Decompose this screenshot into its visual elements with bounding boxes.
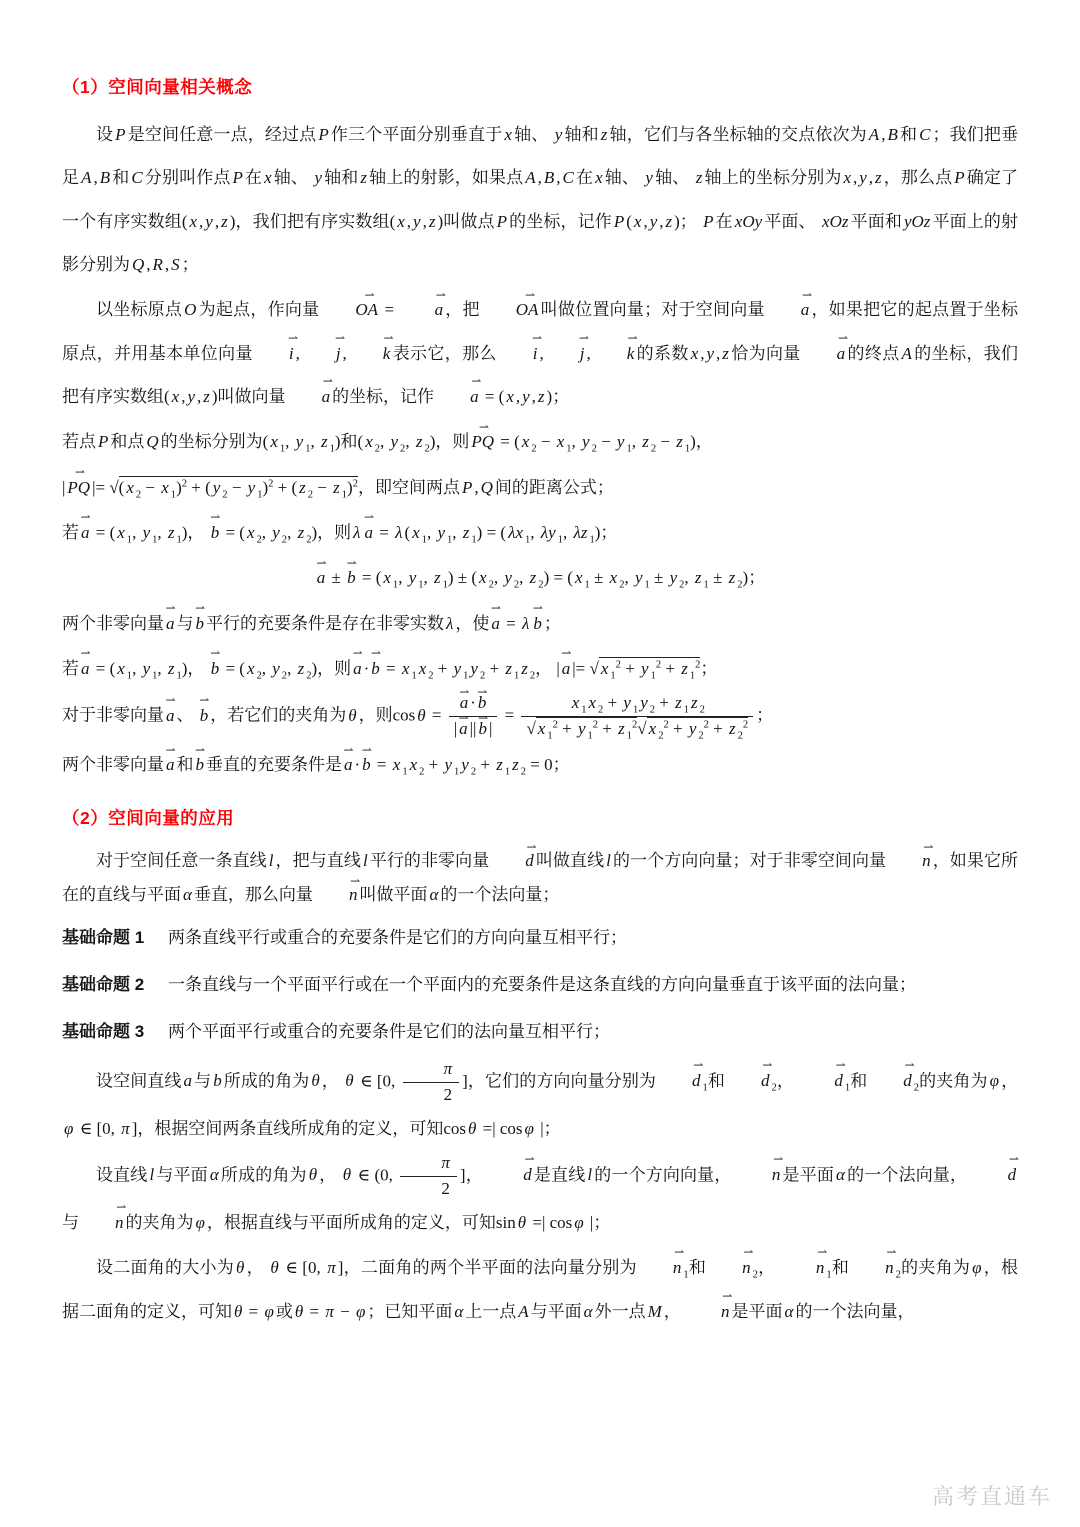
proposition-1-label: 基础命题 1 (62, 927, 145, 947)
para-perpendicular-condition: 两个非零向量 ⇀ a 和 ⇀ b 垂直的充要条件是 ⇀ a · ⇀ b = x $_1$ x $_2$ + y $_1$ y $_2$ + z $_1$ z $_2$ = 0； (62, 743, 1018, 786)
para-parallel-condition: 两个非零向量 ⇀ a 与 ⇀ b 平行的充要条件是存在非零实数 λ ，使 ⇀ a = λ ⇀ b ； (62, 602, 1018, 645)
watermark: 高考直通车 (931, 1484, 1052, 1509)
section-1-heading: （1）空间向量相关概念 (62, 77, 253, 97)
para-pq-vector: 若点 P 和点 Q 的坐标分别为( x $_1$, y $_1$, z $_1$)和( x $_2$, y $_2$, z $_2$)，则 ⇀ PQ = ( x $_2$ − x $_1$, y $_2$ − y $_1$, z $_2$ − z $_1$)， (62, 420, 1018, 463)
para-direction-normal-vector: 对于空间任意一条直线 l ，把与直线 l 平行的非零向量 ⇀ d 叫做直线 l 的一个方向向量；对于非零空间向量 ⇀ n ，如果它所在的直线与平面 α 垂直，那么向量 ⇀ n 叫做平面 α 的一个法向量； (62, 844, 1018, 912)
formula-dot-product: 若 ⇀ a = ( x $_1$, y $_1$, z $_1$)， ⇀ b = ( x $_2$, y $_2$, z $_2$)，则 ⇀ a · ⇀ b = x $_1$ x $_2$ + y $_1$ y $_2$ + z $_1$ z $_2$， | ⇀ a |= √ x $_1^2$ + y $_1^2$ + z $_1^2$； (62, 647, 1018, 690)
para-dihedral-angle: 设二面角的大小为 θ ， θ ∈ [0, π ]，二面角的两个半平面的法向量分别为 ⇀ n $_1$和 ⇀ n $_2$， ⇀ n $_1$和 ⇀ n $_2$的夹角为 φ ，根据二面角的定义，可知 θ = φ 或 θ = π − φ ；已知平面 α 上一点 A 与平面 α 外一点 M ， ⇀ n 是平面 α 的一个法向量， (62, 1246, 1018, 1333)
para-line-plane-angle: 设直线 l 与平面 α 所成的角为 θ ， θ ∈ (0, $\frac{\pi}{2}$ ]， ⇀ d 是直线 l 的一个方向向量， ⇀ n 是平面 α 的一个法向量， ⇀ d与 ⇀ n 的夹角为 φ ，根据直线与平面所成角的定义，可知sin θ =| cos φ |； (62, 1152, 1018, 1244)
formula-distance: | ⇀ PQ |= √( x $_2$ − x $_1$)$^2$ + ( y $_2$ − y $_1$)$^2$ + ( z $_2$ − z $_1$)$^2$，即空间两点 P , Q 间的距离公式； (62, 466, 1018, 509)
proposition-3 (62, 1010, 1018, 1053)
para-point-coordinates: 设 P 是空间任意一点，经过点 P 作三个平面分别垂直于 x 轴、 y 轴和 z 轴，它们与各坐标轴的交点依次为 A , B 和 C ；我们把垂足 A , B 和 C 分别叫作点 P 在 x 轴、 y 轴和 z 轴上的射影，如果点 A , B , C 在 x 轴、 y 轴、 z 轴上的坐标分别为 x , y , z ，那么点 P 确定了一个有序实数组( x , y , z )，我们把有序实数组( x , y , z )叫做点 P 的坐标，记作 P ( x , y , z )； P 在 xOy 平面、 xOz 平面和 yOz 平面上的射影分别为 Q , R , S ； (62, 125, 1019, 275)
proposition-1 (62, 916, 1018, 959)
proposition-1-text: 两条直线平行或重合的充要条件是它们的方向向量互相平行； (167, 927, 627, 947)
proposition-2 (62, 963, 1018, 1006)
proposition-2-label: 基础命题 2 (62, 975, 145, 995)
formula-cosine-angle: 对于非零向量 ⇀ a 、 ⇀ b ，若它们的夹角为 θ ，则cos θ = ⇀ $\frac{a \cdot ⇀ b}{| ⇀ a || ⇀ b |}$ = $\frac{x _1 x _2 + y _1 y _2 + z _1 z _2}{√ x _1^2 + y _1^2 + z _1^2√ x _2^2 + y _2^2 + z _2^2}$ ； (62, 692, 1018, 741)
formula-scalar-multiple: 若 ⇀ a = ( x $_1$, y $_1$, z $_1$)， ⇀ b = ( x $_2$, y $_2$, z $_2$)，则 λ ⇀ a = λ ( x $_1$, y $_1$, z $_1$) = ( λx $_1$, λy $_1$, λz $_1$)； (62, 511, 1018, 554)
para-line-line-angle: 设空间直线 a 与 b 所成的角为 θ ， θ ∈ [0, $\frac{\pi}{2}$ ]，它们的方向向量分别为 ⇀ d $_1$和 ⇀ d $_2$， ⇀ d $_1$和 ⇀ d $_2$的夹角为 φ ， φ ∈ [0, π ]，根据空间两条直线所成角的定义，可知cos θ =| cos φ |； (62, 1058, 1018, 1150)
formula-vector-sum-centered: ⇀ a ± ⇀ b = ( x $_1$, y $_1$, z $_1$) ± ( x $_2$, y $_2$, z $_2$) = ( x $_1$ ± x $_2$, y $_1$ ± y $_2$, z $_1$ ± z $_2$)； (62, 556, 1018, 599)
para-position-vector: 以坐标原点 O 为起点，作向量 ⇀ OA = ⇀ a ，把 ⇀ OA 叫做位置向量；对于空间向量 ⇀ a ，如果把它的起点置于坐标原点，并用基本单位向量 ⇀ i , ⇀ j , ⇀ k 表示它，那么 ⇀ i , ⇀ j , ⇀ k 的系数 x , y , z 恰为向量 ⇀ a 的终点 A 的坐标，我们把有序实数组( x , y , z )叫做向量 ⇀ a 的坐标，记作 ⇀ a = ( x , y , z )； (62, 288, 1018, 418)
section-2-heading: （2）空间向量的应用 (62, 807, 235, 828)
proposition-2-text: 一条直线与一个平面平行或在一个平面内的充要条件是这条直线的方向向量垂直于该平面的法向量； (167, 975, 916, 995)
proposition-3-text: 两个平面平行或重合的充要条件是它们的法向量互相平行； (167, 1022, 610, 1042)
proposition-3-label: 基础命题 3 (62, 1022, 145, 1042)
